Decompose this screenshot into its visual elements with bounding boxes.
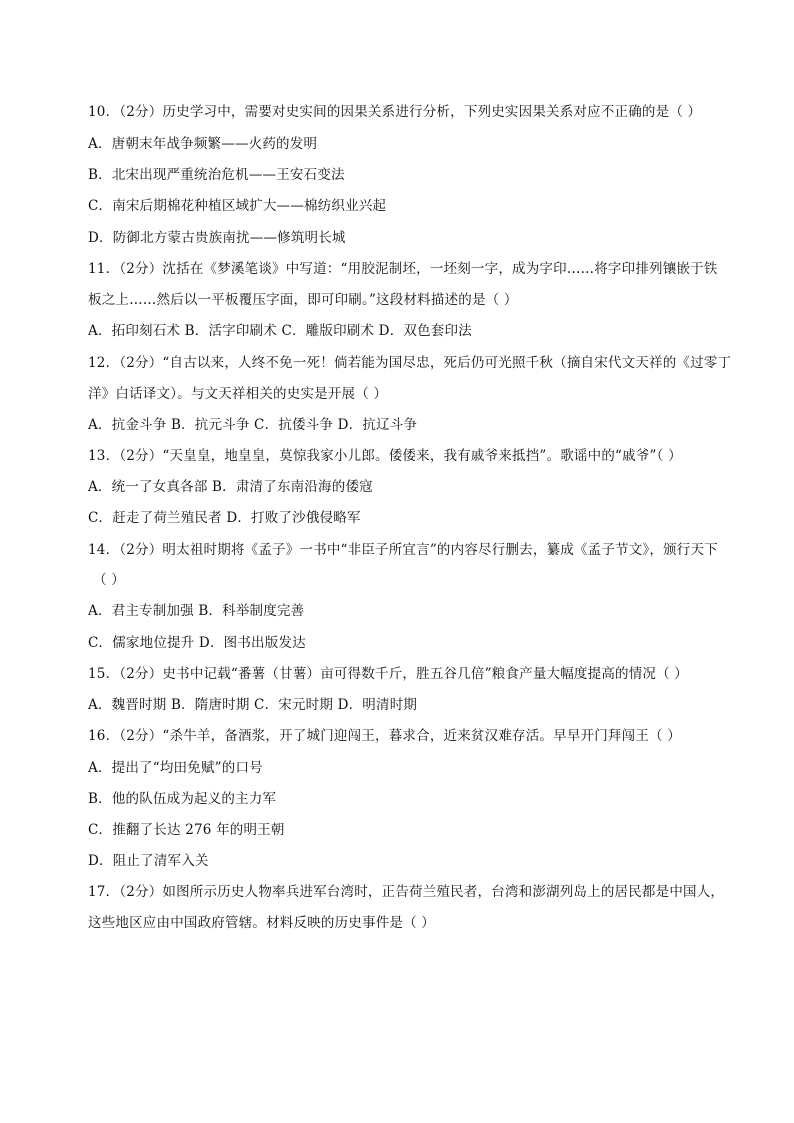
question-12-options: A．抗金斗争 B．抗元斗争 C．抗倭斗争 D．抗辽斗争 bbox=[88, 417, 418, 433]
question-10-option-b: B．北宋出现严重统治危机——王安石变法 bbox=[88, 167, 345, 183]
question-10-option-c: C．南宋后期棉花种植区域扩大——棉纺织业兴起 bbox=[88, 198, 387, 214]
question-10-option-d: D．防御北方蒙古贵族南扰——修筑明长城 bbox=[88, 230, 346, 246]
question-10-option-a: A．唐朝末年战争频繁——火药的发明 bbox=[88, 136, 318, 152]
question-15-options: A．魏晋时期 B．隋唐时期 C．宋元时期 D．明清时期 bbox=[88, 697, 418, 713]
question-14-options-ab: A．君主专制加强 B．科举制度完善 bbox=[88, 603, 305, 619]
question-14-stem: 14．（2分）明太祖时期将《孟子》一书中“非臣子所宜言”的内容尽行删去，纂成《孟子节文》，颁行天下 bbox=[88, 542, 718, 558]
question-16-option-b: B．他的队伍成为起义的主力军 bbox=[88, 791, 277, 807]
question-11-stem: 11．（2分）沈括在《梦溪笔谈》中写道：“用胶泥制坯，一坯刻一字，成为字印……将字印排列镶嵌于铁 bbox=[88, 261, 718, 277]
question-16-option-a: A．提出了“均田免赋”的口号 bbox=[88, 760, 263, 776]
question-16-option-d: D．阻止了清军入关 bbox=[88, 853, 209, 869]
question-11-stem-cont: 板之上……然后以一平板覆压字面，即可印刷。”这段材料描述的是（ ） bbox=[88, 292, 518, 308]
question-12-stem: 12．（2分）“自古以来，人终不免一死！倘若能为国尽忠，死后仍可光照千秋（摘自宋代文天祥的《过零丁 bbox=[88, 355, 732, 371]
question-13-options-cd: C．赶走了荷兰殖民者 D．打败了沙俄侵略军 bbox=[88, 510, 361, 526]
question-14-options-cd: C．儒家地位提升 D．图书出版发达 bbox=[88, 635, 306, 651]
question-16-stem: 16．（2分）“杀牛羊，备酒浆，开了城门迎闯王，暮求合，近来贫汉难存活。早早开门拜闯王（ ） bbox=[88, 728, 681, 744]
question-14-answer-blank: （ ） bbox=[93, 572, 125, 588]
question-13-options-ab: A．统一了女真各部 B．肃清了东南沿海的倭寇 bbox=[88, 479, 373, 495]
question-17-stem-cont: 这些地区应由中国政府管辖。材料反映的历史事件是（ ） bbox=[88, 915, 435, 931]
question-16-option-c: C．推翻了长达 276 年的明王朝 bbox=[88, 822, 285, 838]
question-13-stem: 13．（2分）“天皇皇，地皇皇，莫惊我家小儿郎。倭倭来，我有戚爷来抵挡”。歌谣中的“戚爷”（ ） bbox=[88, 448, 682, 464]
question-17-stem: 17．（2分）如图所示历史人物率兵进军台湾时，正告荷兰殖民者，台湾和澎湖列岛上的居民都是中国人， bbox=[88, 884, 725, 900]
question-11-options: A．拓印刻石术 B．活字印刷术 C．雕版印刷术 D．双色套印法 bbox=[88, 323, 472, 339]
question-12-stem-cont: 洋》白话译文）。与文天祥相关的史实是开展（ ） bbox=[88, 386, 388, 402]
question-10-stem: 10．（2分）历史学习中，需要对史实间的因果关系进行分析，下列史实因果关系对应不正确的是（ ） bbox=[88, 104, 702, 120]
question-15-stem: 15．（2分）史书中记载“番薯（甘薯）亩可得数千斤，胜五谷几倍”粮食产量大幅度提高的情况（ ） bbox=[88, 666, 689, 682]
